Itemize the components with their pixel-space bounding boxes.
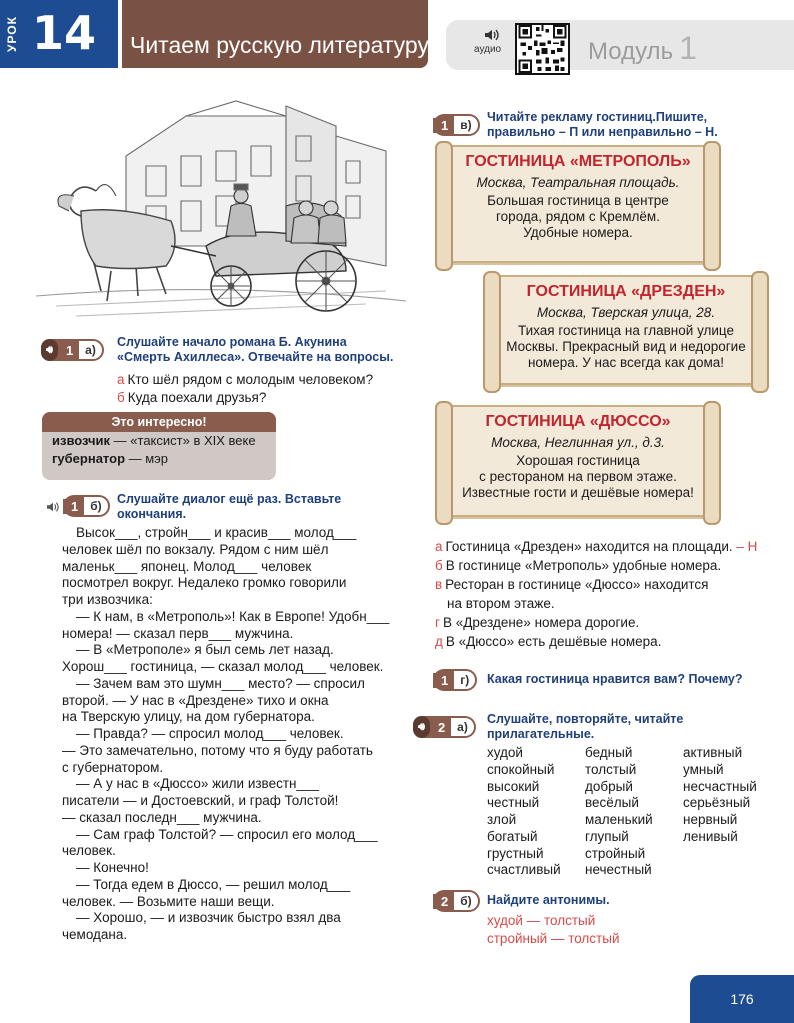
task-2b-badge[interactable]: 2 б) [433, 890, 480, 912]
hotel-ad-dresden [493, 275, 759, 385]
task-1a-instruction: Слушайте начало романа Б. Акунина «Смерть Ахиллеса». Отвечайте на вопросы. [117, 335, 394, 364]
hotel-name: ГОСТИНИЦА «ДРЕЗДЕН» [526, 283, 726, 300]
speaker-icon[interactable]: 🔊︎ [41, 339, 58, 361]
dialog-line: чемодана. [62, 927, 128, 942]
hotel-description: Большая гостиница в центре города, рядом с Кремлём. Удобные номера. [487, 193, 669, 240]
list-item: а Кто шёл рядом с молодым человеком? [117, 372, 374, 387]
hotel-address: Москва, Тверская улица, 28. [536, 305, 716, 320]
list-item: в Ресторан в гостинице «Дюссо» находится [435, 577, 709, 592]
dialog-line: — Зачем вам это шумн___ место? — спросил [76, 675, 365, 691]
lesson-badge [0, 0, 118, 68]
task-2a-badge[interactable]: 🔊︎ 2 а) [413, 716, 476, 738]
glossary-line: извозчик — «таксист» в XIX веке [52, 433, 256, 448]
dialog-line: три извозчика: [62, 592, 153, 607]
dialog-text [62, 525, 407, 944]
dialog-line: номера! — сказал перв___ мужчина. [62, 625, 294, 641]
speaker-icon[interactable] [484, 28, 500, 45]
statements-list [435, 537, 790, 651]
dialog-line: — А у нас в «Дюссо» жили известн___ [76, 776, 319, 792]
audio-label: аудио [474, 44, 502, 55]
dialog-line: — Правда? — спросил молод___ человек. [76, 726, 344, 741]
dialog-line: — В «Метрополе» я был семь лет назад. [76, 642, 334, 658]
task-2a-instruction: Слушайте, повторяйте, читайте прилагательные. [487, 712, 684, 741]
adjectives-column-2: бедный толстый добрый весёлый маленький глупый стройный нечестный [585, 745, 653, 878]
task-1g-instruction: Какая гостиница нравится вам? Почему? [487, 672, 743, 686]
task-1g-badge[interactable]: 1 г) [433, 669, 477, 691]
hotel-address: Москва, Неглинная ул., д.3. [491, 435, 665, 450]
dialog-line: — сказал последн___ мужчина. [62, 809, 262, 825]
task-1v-badge[interactable]: 1 в) [433, 114, 480, 136]
hotel-description: Тихая гостиница на главной улице Москвы. Прекрасный вид и недорогие номера. У нас всегда как дома! [506, 323, 746, 370]
dialog-line: посмотрел вокруг. Недалеко громко говорили [62, 575, 347, 591]
dialog-line: человек. [62, 843, 116, 859]
dialog-line: — Хорошо, — и извозчик быстро взял два [76, 910, 341, 926]
list-item: на втором этаже. [447, 596, 555, 611]
interesting-box [42, 412, 276, 480]
dialog-line: — Конечно! [76, 860, 149, 875]
hotel-name: ГОСТИНИЦА «МЕТРОПОЛЬ» [465, 153, 691, 170]
hotel-ad-dusso [445, 405, 711, 517]
dialog-line: — Тогда едем в Дюссо, — решил молод___ [76, 876, 351, 892]
dialog-line: Высок___, стройн___ и красив___ молод___ [76, 525, 357, 540]
lesson-number: 14 [32, 6, 97, 60]
dialog-line: человек шёл по вокзалу. Рядом с ним шёл [62, 541, 329, 557]
dialog-line: — Это замечательно, потому что я буду работать [62, 742, 373, 758]
page-title: Читаем русскую литературу [122, 0, 428, 68]
dialog-line: с губернатором. [62, 759, 164, 775]
dialog-line: маленьк___ японец. Молод___ человек [62, 558, 312, 574]
module-label: Модуль 1 [588, 30, 697, 66]
carriage-illustration [36, 96, 406, 321]
task-2b-instruction: Найдите антонимы. [487, 893, 610, 907]
antonym-examples: худой — толстый стройный — толстый [487, 913, 620, 946]
lesson-word: УРОК [5, 16, 19, 52]
list-item: б Куда поехали друзья? [117, 390, 267, 405]
task-1a-badge[interactable]: 🔊︎ 1 а) [41, 339, 104, 361]
adjectives-column-3: активный умный несчастный серьёзный нервный ленивый [683, 745, 757, 844]
adjectives-column-1: худой спокойный высокий честный злой богатый грустный счастливый [487, 745, 561, 878]
glossary-line: губернатор — мэр [52, 451, 169, 466]
list-item: б В гостинице «Метрополь» удобные номера. [435, 558, 722, 573]
list-item: г В «Дрездене» номера дорогие. [435, 615, 640, 630]
task-1a-questions [117, 371, 417, 407]
dialog-line: — К нам, в «Метрополь»! Как в Европе! Удобн___ [76, 608, 390, 624]
page-number: 176 [690, 975, 794, 1023]
dialog-line: писатели — и Достоевский, и граф Толстой! [62, 793, 339, 808]
task-1b-instruction: Слушайте диалог ещё раз. Вставьте окончания. [117, 492, 342, 521]
task-1v-instruction: Читайте рекламу гостиниц.Пишите, правильно – П или неправильно – Н. [487, 110, 718, 139]
list-item: а Гостиница «Дрезден» находится на площади. – Н [435, 539, 758, 554]
module-number: 1 [679, 30, 697, 66]
speaker-icon[interactable] [46, 500, 60, 518]
task-1b-badge[interactable]: 1 б) [63, 495, 110, 517]
dialog-line: Хорош___ гостиница, — сказал молод___ человек. [62, 659, 384, 674]
hotel-address: Москва, Театральная площадь. [476, 175, 680, 190]
dialog-line: — Сам граф Толстой? — спросил его молод___ [76, 826, 378, 842]
qr-code-icon[interactable] [515, 23, 570, 75]
speaker-icon[interactable]: 🔊︎ [413, 716, 430, 738]
dialog-line: на Тверскую улицу, на дом губернатора. [62, 709, 315, 725]
dialog-line: второй. — У нас в «Дрездене» тихо и окна [62, 692, 329, 708]
hotel-description: Хорошая гостиница с рестораном на первом этаже. Известные гости и дешёвые номера! [462, 453, 694, 500]
list-item: д В «Дюссо» есть дешёвые номера. [435, 634, 662, 649]
hotel-name: ГОСТИНИЦА «ДЮССО» [485, 413, 671, 430]
dialog-line: человек. — Возьмите наши вещи. [62, 893, 275, 909]
hotel-ad-metropol [445, 145, 711, 263]
interesting-heading: Это интересно! [42, 412, 276, 432]
